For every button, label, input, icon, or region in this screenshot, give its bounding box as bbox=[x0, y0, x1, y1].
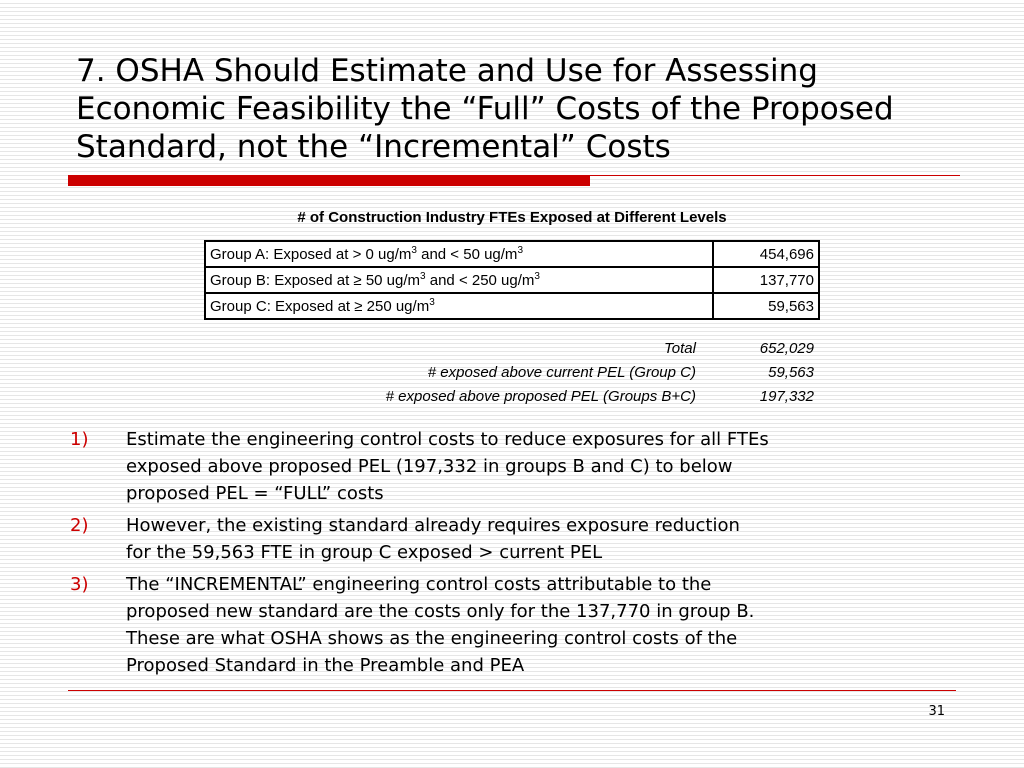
summary-block bbox=[230, 338, 820, 410]
footer-divider bbox=[68, 690, 956, 691]
list-item bbox=[70, 571, 970, 679]
superscript: 3 bbox=[517, 244, 523, 256]
summary-row-total bbox=[230, 338, 820, 362]
list-item-line: These are what OSHA shows as the engineering control costs of the bbox=[126, 628, 738, 649]
table-row bbox=[205, 293, 819, 319]
list-item-line: Proposed Standard in the Preamble and PEA bbox=[126, 655, 525, 676]
group-label-part: Group C: Exposed at ≥ 250 ug/m bbox=[210, 297, 430, 315]
list-item-line: Estimate the engineering control costs to reduce exposures for all FTEs bbox=[126, 429, 769, 450]
list-item-number: 3) bbox=[70, 574, 89, 595]
group-value-cell: 137,770 bbox=[713, 267, 819, 293]
slide-title-line: Economic Feasibility the “Full” Costs of the Proposed bbox=[76, 91, 894, 127]
summary-label: # exposed above current PEL (Group C) bbox=[427, 364, 696, 381]
group-value-cell: 59,563 bbox=[713, 293, 819, 319]
table-row bbox=[205, 241, 819, 267]
list-item bbox=[70, 426, 970, 507]
group-label-cell bbox=[205, 293, 713, 319]
list-item-line: for the 59,563 FTE in group C exposed > current PEL bbox=[126, 542, 603, 563]
summary-value: 59,563 bbox=[768, 364, 814, 381]
title-divider-thick bbox=[68, 176, 590, 186]
list-item-number: 2) bbox=[70, 515, 89, 536]
list-item-line: proposed PEL = “FULL” costs bbox=[126, 483, 384, 504]
list-item-line: The “INCREMENTAL” engineering control costs attributable to the bbox=[126, 574, 712, 595]
list-item-text bbox=[126, 512, 740, 566]
numbered-points-list bbox=[70, 426, 970, 684]
summary-label: Total bbox=[664, 340, 696, 357]
summary-row-proposed-pel bbox=[230, 386, 820, 410]
exposure-groups-table bbox=[204, 240, 820, 320]
group-label-cell bbox=[205, 241, 713, 267]
group-label-part: Group A: Exposed at > 0 ug/m bbox=[210, 245, 412, 263]
summary-value: 197,332 bbox=[759, 388, 814, 405]
slide-title-line: 7. OSHA Should Estimate and Use for Assessing bbox=[76, 53, 818, 89]
superscript: 3 bbox=[429, 296, 435, 308]
superscript: 3 bbox=[420, 270, 426, 282]
superscript: 3 bbox=[411, 244, 417, 256]
page-number: 31 bbox=[928, 704, 945, 719]
summary-value: 652,029 bbox=[759, 340, 814, 357]
group-value-cell: 454,696 bbox=[713, 241, 819, 267]
group-label-part: Group B: Exposed at ≥ 50 ug/m bbox=[210, 271, 421, 289]
table-row bbox=[205, 267, 819, 293]
slide-title-line: Standard, not the “Incremental” Costs bbox=[76, 129, 671, 165]
list-item-line: proposed new standard are the costs only for the 137,770 in group B. bbox=[126, 601, 755, 622]
list-item-line: exposed above proposed PEL (197,332 in groups B and C) to below bbox=[126, 456, 733, 477]
group-label-part: and < 250 ug/m bbox=[425, 271, 535, 289]
summary-label: # exposed above proposed PEL (Groups B+C) bbox=[385, 388, 696, 405]
group-label-part: and < 50 ug/m bbox=[416, 245, 518, 263]
list-item-text bbox=[126, 571, 754, 679]
summary-row-current-pel bbox=[230, 362, 820, 386]
list-item-line: However, the existing standard already requires exposure reduction bbox=[126, 515, 740, 536]
slide-title bbox=[76, 52, 976, 166]
table-caption: # of Construction Industry FTEs Exposed at Different Levels bbox=[297, 209, 727, 226]
list-item-number: 1) bbox=[70, 429, 89, 450]
superscript: 3 bbox=[534, 270, 540, 282]
list-item-text bbox=[126, 426, 769, 507]
group-label-cell bbox=[205, 267, 713, 293]
list-item bbox=[70, 512, 970, 566]
